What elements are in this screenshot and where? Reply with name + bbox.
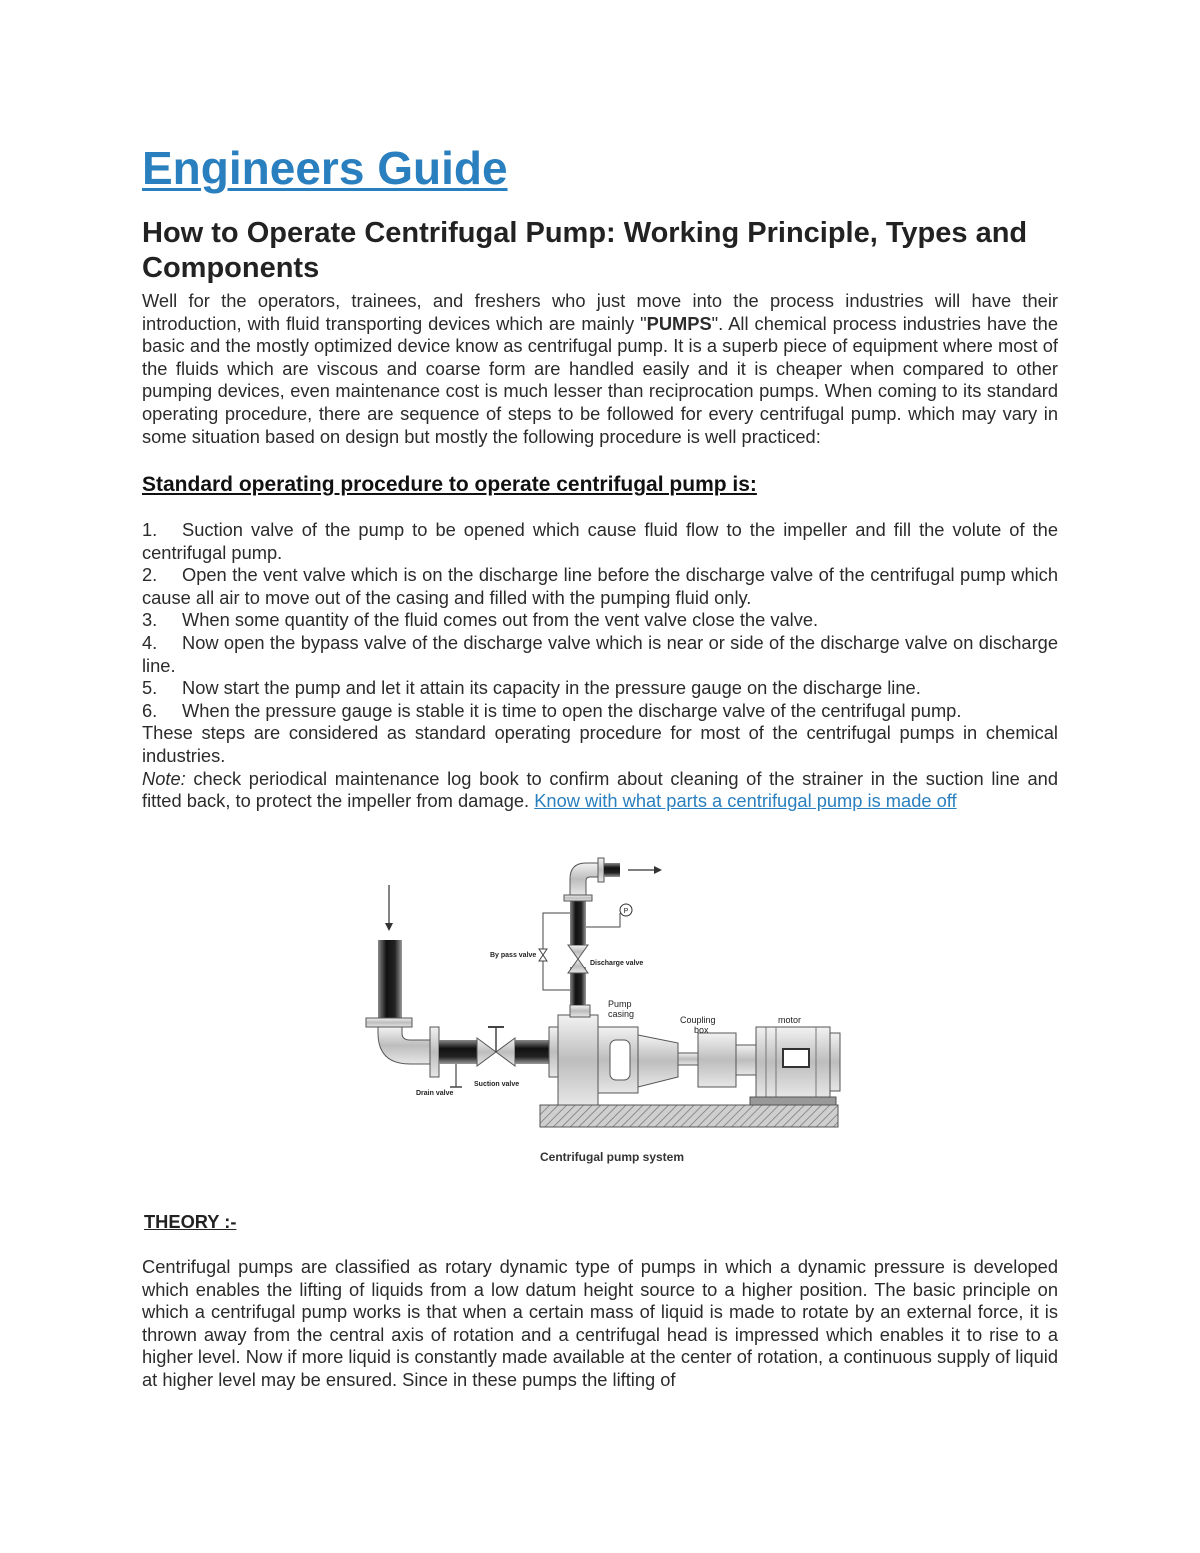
note-label: Note:: [142, 767, 186, 789]
intro-text-2: ". All chemical process industries have the basic and the mostly optimized device know as centrifugal pump. It is a superb piece of equipment where most of the fluids which are viscous and coarse form are handled easily and it is cheaper when compared to other pumping devices, even maintenance cost is much lesser than reciprocation pumps. When coming to its standard operating procedure, there are sequence of steps to be followed for every centrifugal pump. which may vary in some situation based on design but mostly the following procedure is well practiced:: [142, 312, 1058, 447]
parts-link[interactable]: Know with what parts a centrifugal pump is made off: [534, 790, 957, 812]
sop-step: [142, 519, 1058, 564]
step-number: 4.: [142, 631, 158, 653]
pump-casing-label-2: casing: [608, 1009, 635, 1019]
gauge-line: [586, 913, 620, 927]
discharge-valve-label: Discharge valve: [590, 960, 644, 967]
step-number: 5.: [142, 677, 158, 699]
sop-step: [142, 700, 1058, 723]
sop-steps-list: [142, 519, 1058, 813]
bypass-line: [543, 913, 570, 990]
base-plate: [540, 1105, 838, 1127]
suction-valve-body-2: [496, 1038, 515, 1066]
article-headline: How to Operate Centrifugal Pump: Working Principle, Types and Components: [142, 217, 1028, 284]
intro-text-1: Well for the operators, trainees, and freshers who just move into the process industries will have their introduction, with fluid transporting devices which are mainly ": [142, 290, 1058, 334]
conclusion-text: These steps are considered as standard operating procedure for most of the centrifugal pumps in chemical industries.: [142, 722, 1058, 766]
suction-valve-label: Suction valve: [474, 1081, 520, 1088]
inlet-arrow: [385, 885, 393, 931]
drain-valve-label: Drain valve: [416, 1090, 454, 1097]
pump-casing-label-1: Pump: [608, 999, 632, 1009]
figure-caption: Centrifugal pump system: [540, 1150, 685, 1164]
conclusion-item: [142, 722, 1058, 767]
sop-step: [142, 564, 1058, 609]
pump-shaft: [678, 1053, 698, 1065]
inlet-flange: [366, 1018, 412, 1027]
suction-flange: [430, 1027, 439, 1077]
step-text: When the pressure gauge is stable it is time to open the discharge valve of the centrifugal pump.: [182, 699, 962, 721]
intro-bold-pumps: PUMPS: [646, 312, 712, 334]
step-number: 1.: [142, 519, 158, 540]
motor-label: motor: [778, 1015, 802, 1025]
inlet-pipe: [378, 940, 402, 1018]
pump-casing: [558, 1005, 678, 1113]
discharge-elbow: [570, 863, 598, 895]
coupling-box-label-1: Coupling: [680, 1015, 716, 1025]
outlet-flange: [598, 858, 604, 882]
inlet-elbow: [378, 1027, 430, 1064]
step-text: Suction valve of the pump to be opened which cause fluid flow to the impeller and fill the volute of the centrifugal pump.: [142, 519, 1058, 563]
coupling-box: [698, 1033, 736, 1087]
centrifugal-pump-diagram: [358, 855, 844, 1175]
step-text: Now start the pump and let it attain its capacity in the pressure gauge on the discharge line.: [182, 677, 921, 699]
step-text: Open the vent valve which is on the discharge line before the discharge valve of the centrifugal pump which cause all air to move out of the casing and filled with the pumping fluid only.: [142, 564, 1058, 608]
theory-paragraph: Centrifugal pumps are classified as rotary dynamic type of pumps in which a dynamic pressure is developed which enables the lifting of liquids from a low datum height source to a higher position. The basic principle on which a centrifugal pump works is that when a certain mass of liquid is made to rotate by an external force, it is thrown away from the central axis of rotation and a centrifugal head is impressed which enables it to rise to a higher level. Now if more liquid is constantly made available at the center of rotation, a continuous supply of liquid at higher level may be ensured. Since in these pumps the lifting of: [142, 1256, 1058, 1390]
step-number: 2.: [142, 564, 158, 586]
gauge-label: P: [623, 908, 629, 915]
sop-step: [142, 609, 1058, 632]
step-text: Now open the bypass valve of the discharge valve which is near or side of the discharge valve on discharge line.: [142, 631, 1058, 676]
step-number: 6.: [142, 699, 158, 721]
outlet-arrow: [628, 866, 662, 874]
theory-heading: THEORY :-: [144, 1211, 237, 1232]
sop-step: [142, 677, 1058, 700]
site-title[interactable]: Engineers Guide: [142, 142, 508, 194]
sop-heading: Standard operating procedure to operate centrifugal pump is:: [142, 473, 757, 496]
coupling-shaft: [736, 1045, 756, 1075]
sop-step: [142, 632, 1058, 677]
step-text: When some quantity of the fluid comes out from the vent valve close the valve.: [182, 609, 819, 631]
discharge-flange: [564, 895, 592, 901]
note-item: [142, 768, 1058, 813]
bypass-valve-label: By pass valve: [490, 952, 537, 959]
coupling-box-label-2: box: [694, 1025, 709, 1035]
discharge-pipe-upper: [570, 900, 586, 945]
suction-valve-body: [477, 1038, 496, 1066]
step-number: 3.: [142, 609, 158, 631]
intro-paragraph: [142, 290, 1058, 448]
motor: [750, 1027, 840, 1105]
discharge-valve-body-2: [568, 959, 588, 973]
suction-pipe-2: [515, 1040, 549, 1064]
discharge-valve-body: [568, 945, 588, 959]
suction-pipe: [439, 1040, 477, 1064]
note-text: check periodical maintenance log book to confirm about cleaning of the strainer in the suction line and fitted back, to protect the impeller from damage.: [142, 767, 1058, 812]
outlet-pipe: [604, 863, 620, 877]
pump-flange: [549, 1027, 558, 1077]
